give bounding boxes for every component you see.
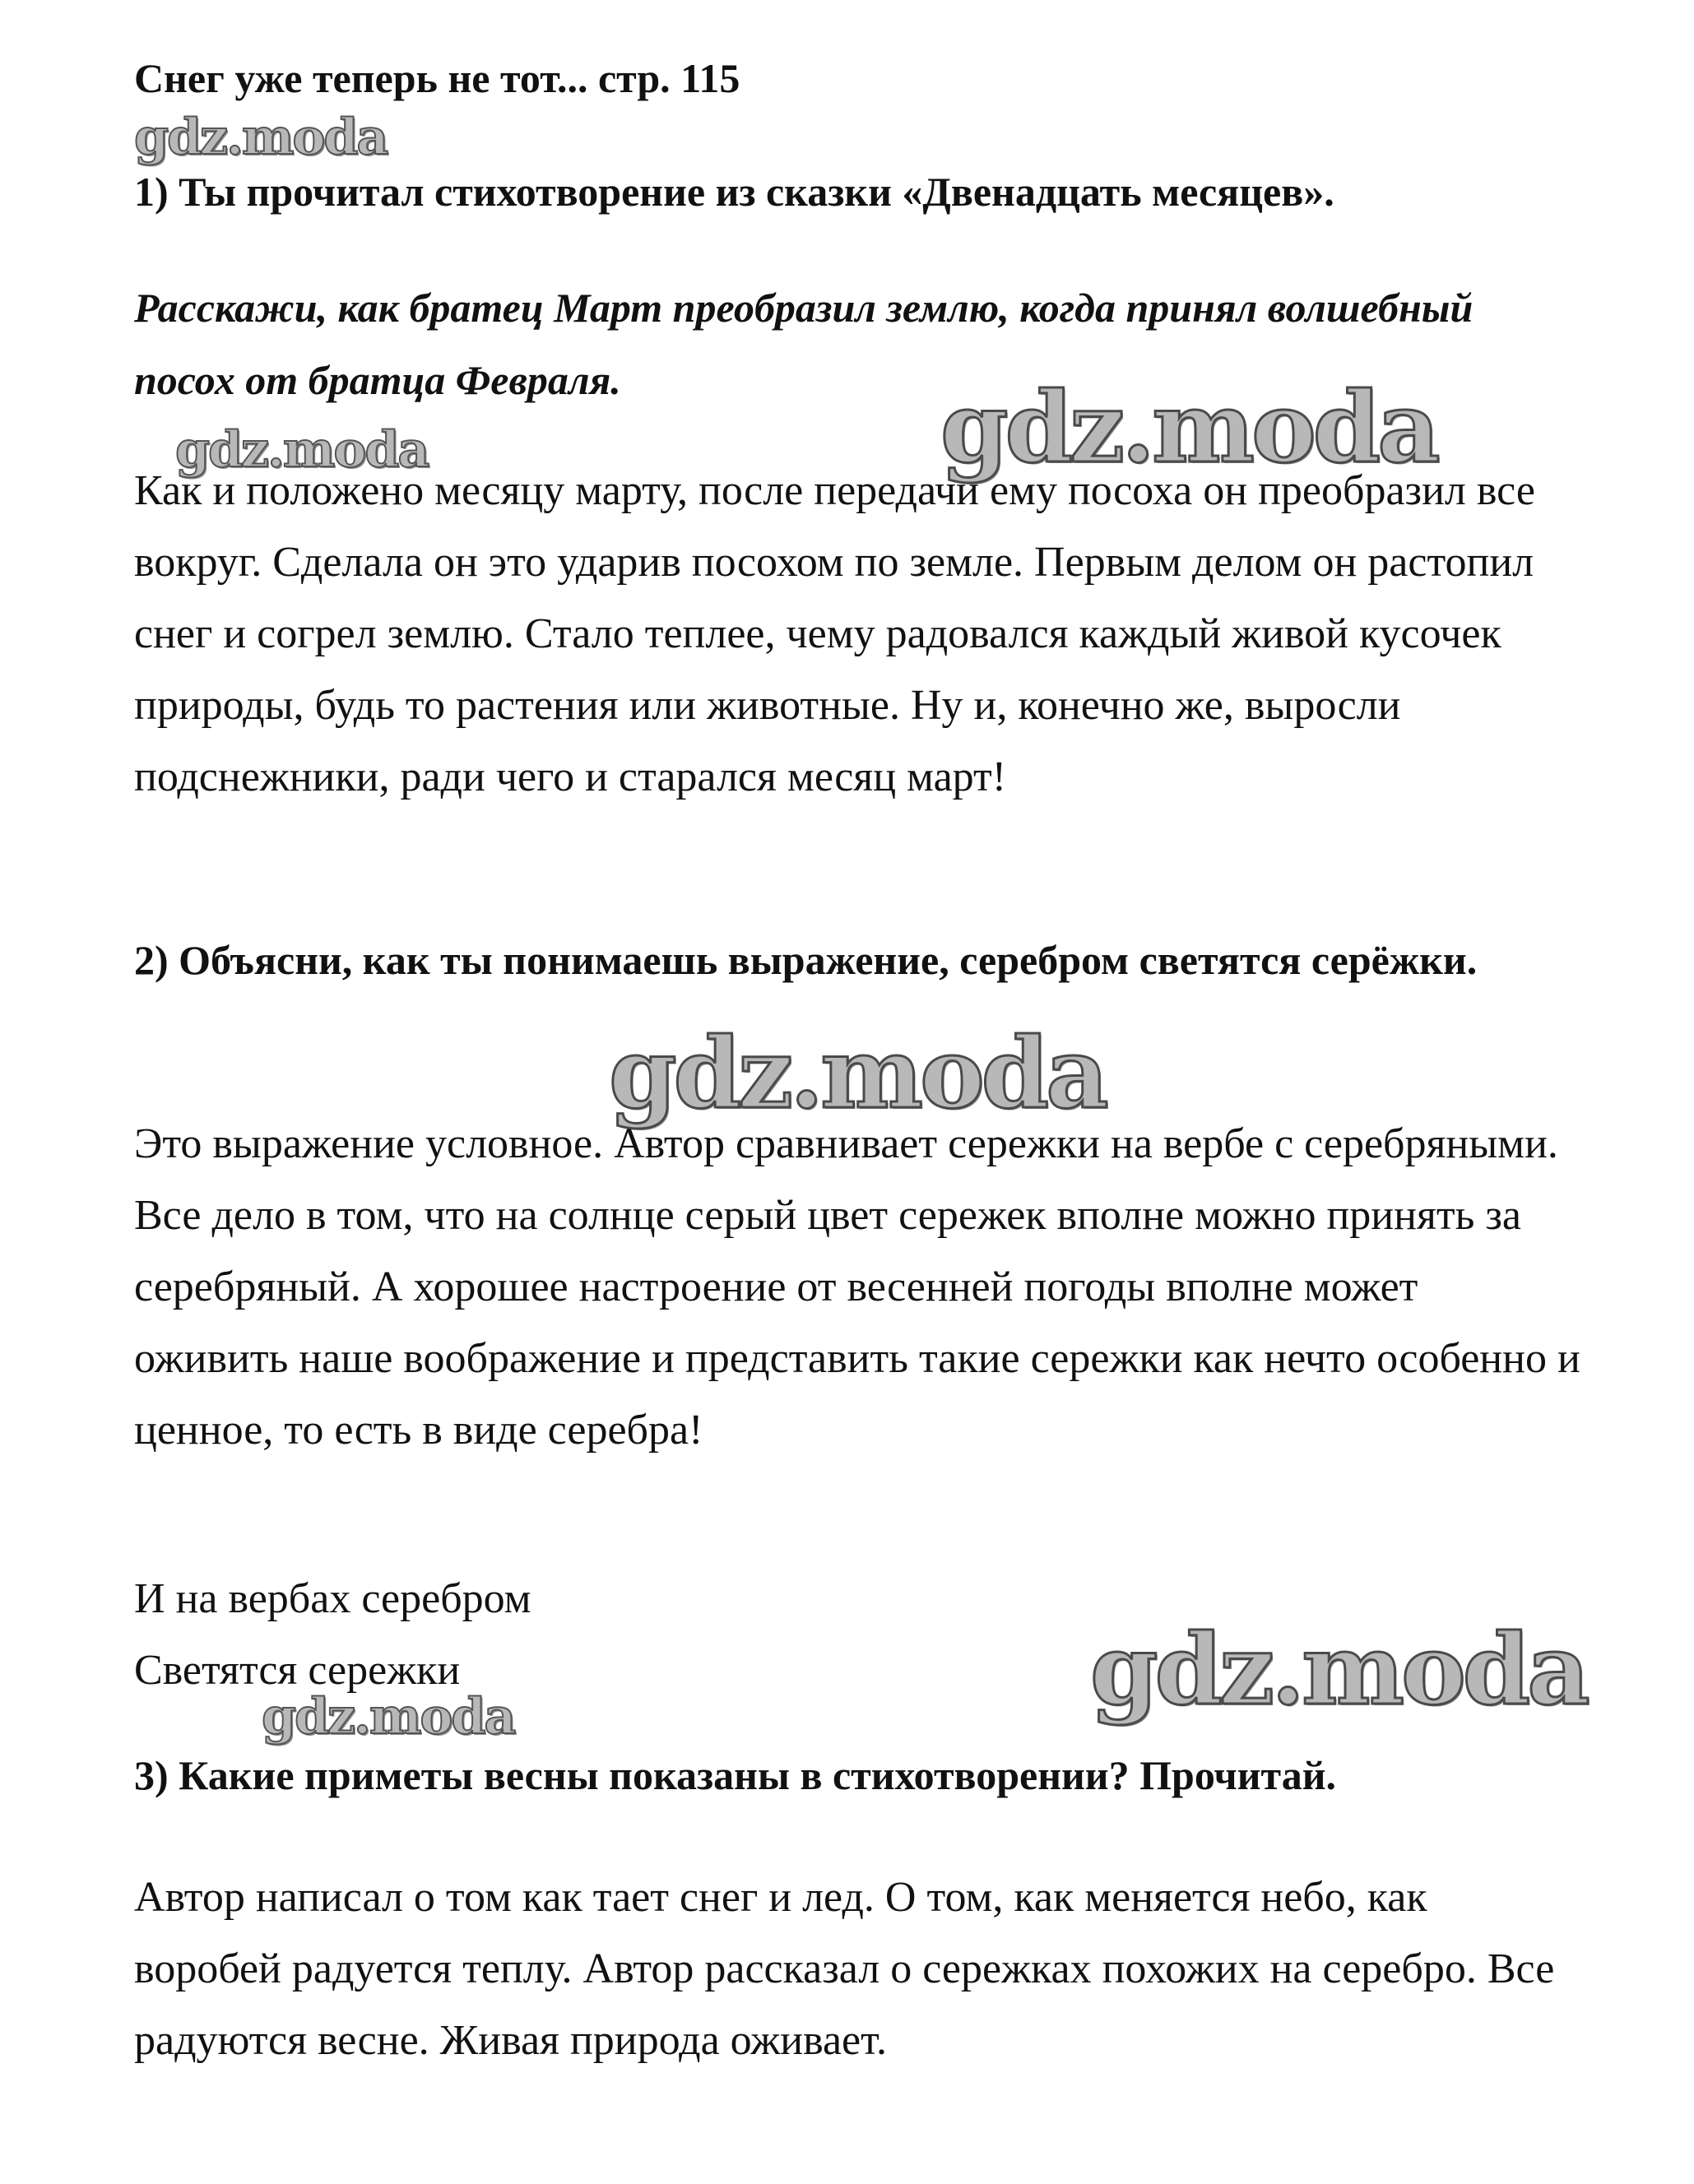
question-1-answer: Как и положено месяцу марту, после передачи ему посоха он преобразил все вокруг. Сделала он это ударив посохом по земле. Первым делом он растопил снег и согрел землю. Стало теплее, чему радовался каждый живой кусочек природы, будь то растения или животные. Ну и, конечно же, выросли подснежники, ради чего и старался месяц март! bbox=[134, 467, 1535, 800]
watermark: gdz.moda bbox=[134, 109, 388, 166]
verse-line-2: Светятся сережки bbox=[134, 1647, 461, 1694]
watermark: gdz.moda bbox=[609, 1016, 1106, 1130]
verse-line-1: И на вербах серебром bbox=[134, 1575, 531, 1622]
watermark: gdz.moda bbox=[940, 370, 1437, 485]
watermark: gdz.moda bbox=[1090, 1612, 1587, 1727]
question-2-answer: Это выражение условное. Автор сравнивает сережки на вербе с серебряными. Все дело в том, что на солнце серый цвет сережек вполне можно принять за серебряный. А хорошее настроение от весенней погоды вполне может оживить наше воображение и представить такие сережки как нечто особенно и ценное, то есть в виде серебра! bbox=[134, 1120, 1580, 1454]
question-3-heading: 3) Какие приметы весны показаны в стихотворении? Прочитай. bbox=[134, 1752, 1337, 1798]
watermark: gdz.moda bbox=[175, 421, 429, 479]
question-1-task: Расскажи, как братец Март преобразил землю, когда принял волшебный посох от братца Февраля. bbox=[134, 285, 1474, 403]
question-3-answer: Автор написал о том как тает снег и лед. О том, как меняется небо, как воробей радуется теплу. Автор рассказал о сережках похожих на серебро. Все радуются весне. Живая природа оживает. bbox=[134, 1874, 1555, 2064]
question-1-heading: 1) Ты прочитал стихотворение из сказки «Двенадцать месяцев». bbox=[134, 169, 1334, 215]
question-2-heading: 2) Объясни, как ты понимаешь выражение, серебром светятся серёжки. bbox=[134, 937, 1478, 983]
page-title: Снег уже теперь не тот... стр. 115 bbox=[134, 55, 740, 101]
watermark: gdz.moda bbox=[262, 1688, 515, 1746]
